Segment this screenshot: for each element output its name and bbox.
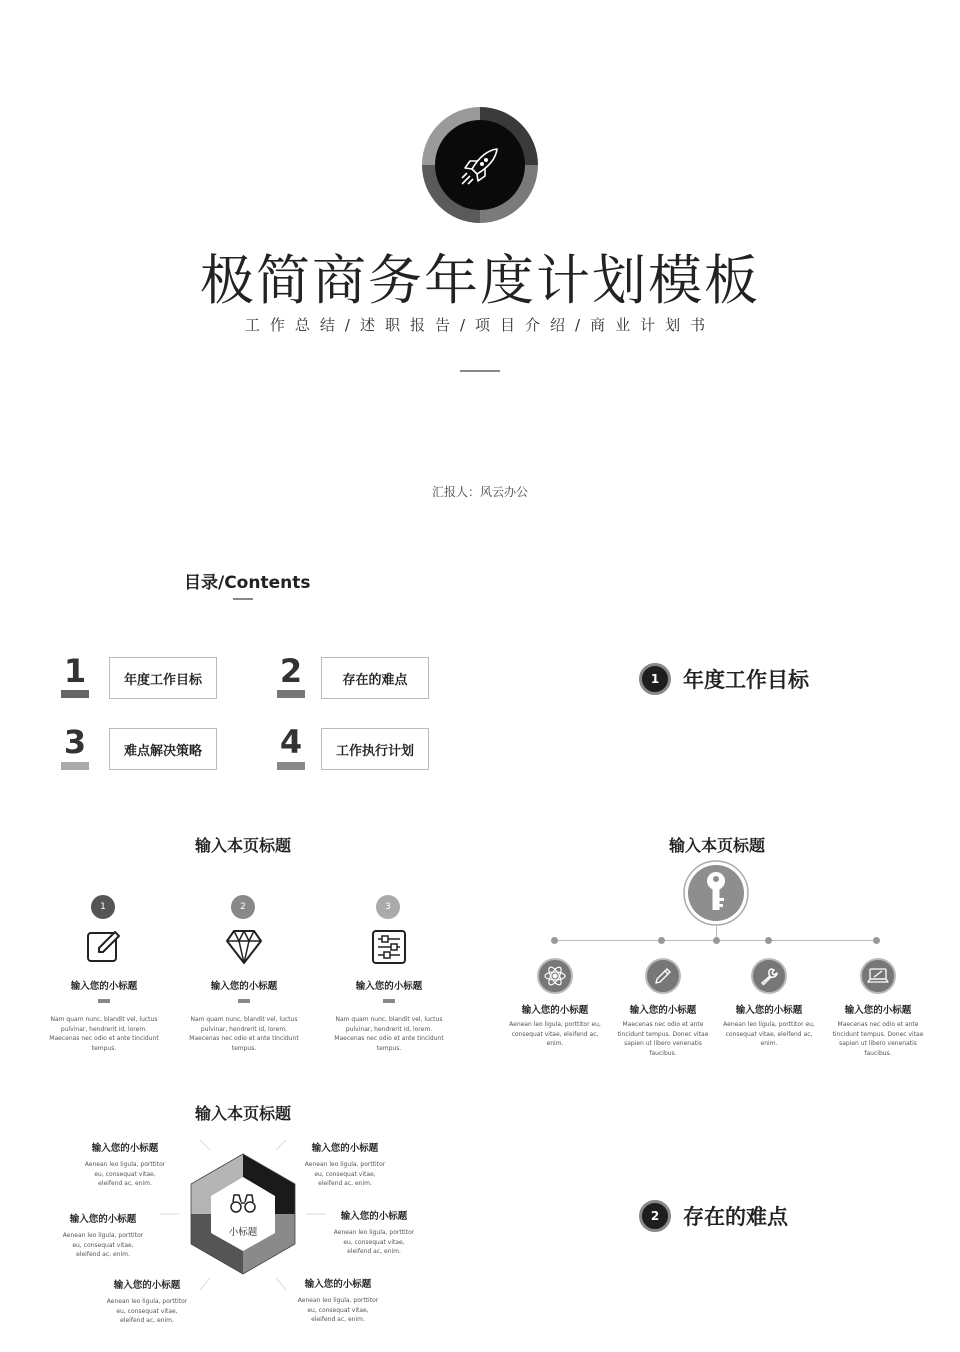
timeline-subtitle: 输入您的小标题 [735,1005,803,1016]
section-1-header [639,663,809,695]
toc-label: 年度工作目标 [109,657,217,699]
feature-divider [238,999,250,1003]
hex-item-mid-right [331,1208,417,1257]
toc-bar [277,690,305,698]
step-number: 1 [91,895,115,919]
timeline-node [645,958,681,994]
feature-divider [98,999,110,1003]
timeline-item-3 [722,958,816,1048]
cover-title: 极简商务年度计划模板 [200,249,760,312]
reporter-label: 汇报人：风云办公 [431,485,528,499]
hex-text: Aenean leo ligula, porttitor eu, consequat vitae, eleifend ac, enim. [106,1298,188,1324]
feature-divider [383,999,395,1003]
toc-label: 工作执行计划 [321,728,429,770]
toc-number: 2 [279,652,303,690]
timeline-text: Maecenas nec odio et ante tincidunt tempus. Donec vitae sapien ut libero venenatis faucibus. [832,1021,924,1057]
hex-subtitle: 输入您的小标题 [311,1143,379,1154]
laptop-icon [867,966,889,986]
slide-three-title: 输入本页标题 [194,836,291,855]
hex-item-bottom-right [295,1276,381,1325]
feature-subtitle: 输入您的小标题 [210,981,278,992]
section-2-header [639,1200,788,1232]
hex-text: Aenean leo ligula, porttitor eu, consequat vitae, eleifend ac, enim. [62,1232,144,1258]
feature-card-3 [331,895,447,1052]
key-badge [683,860,749,926]
binoculars-icon [231,1195,255,1212]
hexagon-center-label: 小标题 [228,1227,258,1238]
section-number-badge: 2 [639,1200,671,1232]
hex-subtitle: 输入您的小标题 [69,1214,137,1225]
hex-text: Aenean leo ligula, porttitor eu, consequat vitae, eleifend ac, enim. [304,1161,386,1187]
pencil-icon [653,966,673,986]
timeline-dot [873,937,880,944]
timeline-item-1 [509,958,601,1048]
timeline-node [537,958,573,994]
timeline-subtitle: 输入您的小标题 [844,1005,912,1016]
toc-bar [61,690,89,698]
timeline-dot [551,937,558,944]
slide-key-title: 输入本页标题 [668,836,765,855]
timeline-dot [765,937,772,944]
section-number-badge: 1 [639,663,671,695]
slide-hex-title: 输入本页标题 [194,1104,291,1123]
timeline-text: Maecenas nec odio et ante tincidunt tempus. Donec vitae sapien ut libero venenatis faucibus. [617,1021,709,1057]
feature-text: Nam quam nunc, blandit vel, luctus pulvinar, hendrerit id, lorem. Maecenas nec odio et ante tincidunt tempus. [189,1016,299,1052]
toc-number: 4 [279,723,303,761]
hex-item-mid-left [60,1211,146,1260]
diamond-icon [224,928,264,966]
timeline-text: Aenean leo ligula, porttitor eu, consequat vitae, eleifend ac, enim. [723,1021,815,1047]
cover-logo [422,107,538,223]
toc-number: 1 [63,652,87,690]
timeline-item-2 [615,958,711,1057]
atom-icon [544,965,566,987]
toc-label: 难点解决策略 [109,728,217,770]
hex-subtitle: 输入您的小标题 [113,1280,181,1291]
timeline-subtitle: 输入您的小标题 [629,1005,697,1016]
toc-number: 3 [63,723,87,761]
timeline-node [751,958,787,994]
toc-divider [233,598,253,600]
toc-bar [61,762,89,770]
hex-text: Aenean leo ligula, porttitor eu, consequat vitae, eleifend ac, enim. [84,1161,166,1187]
sliders-icon [370,928,408,966]
hex-subtitle: 输入您的小标题 [304,1279,372,1290]
wrench-icon [759,966,779,986]
cover-divider [460,370,500,372]
step-number: 3 [376,895,400,919]
toc-label: 存在的难点 [321,657,429,699]
timeline-subtitle: 输入您的小标题 [521,1005,589,1016]
timeline-item-4 [828,958,928,1057]
feature-subtitle: 输入您的小标题 [355,981,423,992]
hex-text: Aenean leo ligula, porttitor eu, consequat vitae, eleifend ac, enim. [333,1229,415,1255]
step-number: 2 [231,895,255,919]
hex-subtitle: 输入您的小标题 [340,1211,408,1222]
hex-item-top-left [82,1140,168,1189]
hex-text: Aenean leo ligula, porttitor eu, consequat vitae, eleifend ac, enim. [297,1297,379,1323]
feature-text: Nam quam nunc, blandit vel, luctus pulvinar, hendrerit id, lorem. Maecenas nec odio et ante tincidunt tempus. [49,1016,159,1052]
section-title: 存在的难点 [683,1205,788,1229]
section-title: 年度工作目标 [683,668,809,692]
edit-icon [85,928,123,966]
timeline-node [860,958,896,994]
timeline-dot [658,937,665,944]
hex-item-top-right [302,1140,388,1189]
feature-text: Nam quam nunc, blandit vel, luctus pulvinar, hendrerit id, lorem. Maecenas nec odio et ante tincidunt tempus. [334,1016,444,1052]
toc-bar [277,762,305,770]
feature-card-2 [186,895,302,1052]
cover-subtitle: 工作总结/述职报告/项目介绍/商业计划书 [244,316,716,334]
timeline-text: Aenean leo ligula, porttitor eu, consequat vitae, eleifend ac, enim. [509,1021,601,1047]
hex-subtitle: 输入您的小标题 [91,1143,159,1154]
hex-item-bottom-left [104,1277,190,1326]
feature-card-1 [46,895,162,1052]
toc-title: 目录/Contents [184,573,311,593]
feature-subtitle: 输入您的小标题 [70,981,138,992]
timeline-dot [713,937,720,944]
